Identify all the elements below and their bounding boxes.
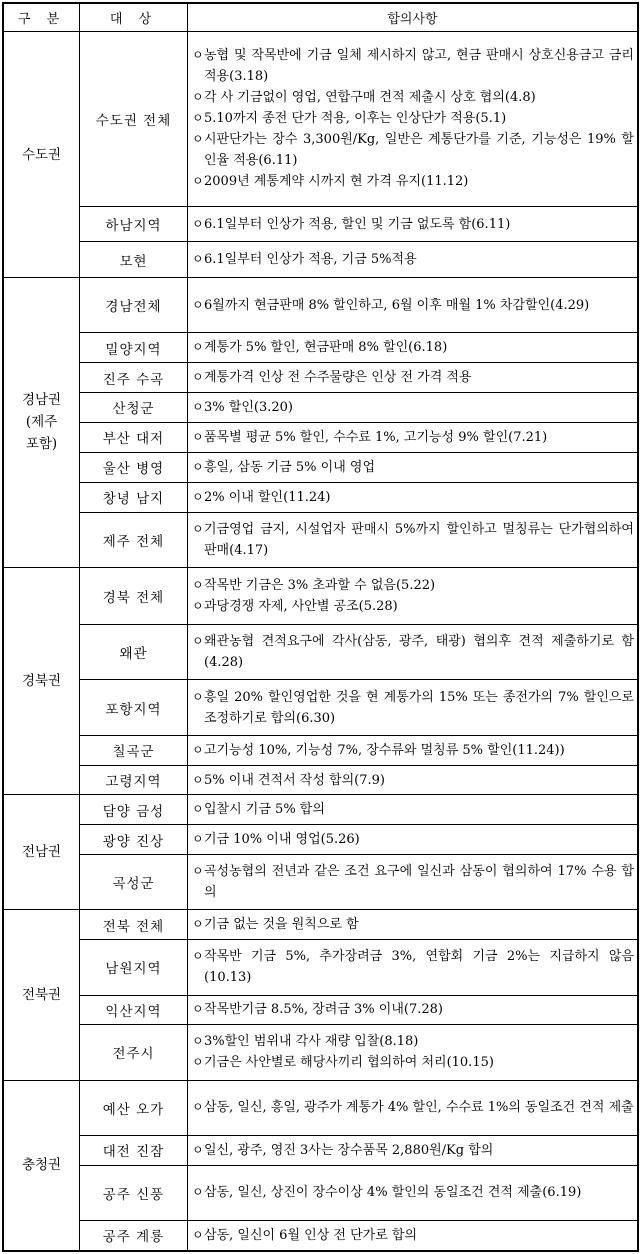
list-item [192,337,634,358]
details-cell [188,1080,638,1135]
list-item [192,129,634,171]
table-row [4,735,638,765]
item-text: 기금 없는 것을 원칙으로 함 [204,917,359,933]
list-item [192,87,634,108]
bullet-icon: ㅇ [192,459,204,474]
bullet-icon: ㅇ [192,917,204,932]
details-cell [188,680,638,735]
bullet-icon: ㅇ [192,521,204,536]
item-text: 입찰시 기금 5% 합의 [204,802,325,818]
item-text: 3% 할인(3.20) [204,399,293,415]
target-cell: 부산 대저 [80,422,188,452]
details-cell [188,825,638,855]
details-cell [188,242,638,278]
table-row [4,1165,638,1220]
list-item [192,1031,634,1052]
bullet-icon: ㅇ [192,340,204,355]
item-text: 6.1일부터 인상가 적용, 할인 및 기금 없도록 함(6.11) [204,216,511,232]
header-target: 대 상 [80,4,188,32]
bullet-icon: ㅇ [192,370,204,385]
table-row [4,242,638,278]
details-cell [188,1165,638,1220]
list-item [192,829,634,850]
target-cell: 경북 전체 [80,567,188,625]
bullet-icon: ㅇ [192,252,204,267]
table-row [4,422,638,452]
target-cell: 칠곡군 [80,735,188,765]
item-text: 과당경쟁 자제, 사안별 공조(5.28) [204,599,398,615]
table-row [4,910,638,940]
target-cell: 경남전체 [80,278,188,333]
item-text: 5.10까지 종전 단가 적용, 이후는 인상단가 적용(5.1) [204,111,507,127]
table-row [4,512,638,567]
target-cell: 울산 병영 [80,452,188,482]
bullet-icon: ㅇ [192,1055,204,1070]
item-text: 품목별 평균 5% 할인, 수수료 1%, 고기능성 9% 할인(7.21) [204,429,548,445]
target-cell: 진주 수곡 [80,363,188,393]
list-item [192,770,634,791]
details-cell [188,795,638,825]
details-cell [188,1025,638,1080]
target-cell: 곡성군 [80,855,188,910]
details-cell [188,1135,638,1165]
bullet-icon: ㅇ [192,297,204,312]
details-cell [188,482,638,512]
table-row [4,206,638,242]
item-text: 6.1일부터 인상가 적용, 기금 5%적용 [204,252,417,268]
item-text: 작목반기금 8.5%, 장려금 3% 이내(7.28) [204,1002,443,1018]
target-cell: 포항지역 [80,680,188,735]
bullet-icon: ㅇ [192,1034,204,1049]
item-text: 흥일 20% 할인영업한 것을 현 계통가의 15% 또는 종전가의 7% 할인으로 조정하기로 합의(6.30) [204,689,634,726]
details-cell [188,512,638,567]
target-cell: 공주 신풍 [80,1165,188,1220]
list-item [192,295,634,316]
header-region: 구 분 [4,4,80,32]
details-cell [188,735,638,765]
region-cell: 전남권 [4,795,80,910]
region-cell: 경남권 (제주 포함) [4,278,80,568]
bullet-icon: ㅇ [192,489,204,504]
item-text: 작목반 기금 5%, 추가장려금 3%, 연합회 기금 2%는 지급하지 않음(10.13) [204,949,634,986]
header-details: 합의사항 [188,4,638,32]
details-cell [188,765,638,795]
details-cell [188,567,638,625]
table-row [4,1135,638,1165]
item-text: 삼동, 일신, 흥일, 광주가 계통가 4% 할인, 수수료 1%의 동일조건 견적 제출 [204,1100,634,1116]
list-item [192,861,634,903]
list-item [192,427,634,448]
target-cell: 예산 오가 [80,1080,188,1135]
table-row [4,1220,638,1250]
details-cell [188,393,638,423]
bullet-icon: ㅇ [192,772,204,787]
list-item [192,631,634,673]
region-cell: 충청권 [4,1080,80,1250]
list-item [192,367,634,388]
bullet-icon: ㅇ [192,132,204,147]
list-item [192,1225,634,1246]
item-text: 고기능성 10%, 기능성 7%, 장수류와 멀칭류 5% 할인(11.24)) [204,742,565,758]
bullet-icon: ㅇ [192,1002,204,1017]
list-item [192,575,634,596]
target-cell: 담양 금성 [80,795,188,825]
item-text: 작목반 기금은 3% 초과할 수 없음(5.22) [204,578,436,594]
table-row [4,333,638,363]
bullet-icon: ㅇ [192,1100,204,1115]
item-text: 6월까지 현금판매 8% 할인하고, 6월 이후 매월 1% 차감할인(4.29) [204,297,590,313]
list-item [192,45,634,87]
table-row [4,567,638,625]
item-text: 왜관농협 견적요구에 각사(삼동, 광주, 태광) 협의후 견적 제출하기로 함(4.28) [204,634,634,671]
table-row [4,680,638,735]
item-text: 삼동, 일신, 상진이 장수이상 4% 할인의 동일조건 견적 제출(6.19) [204,1185,582,1201]
target-cell: 대전 진잠 [80,1135,188,1165]
table-row [4,625,638,680]
details-cell [188,422,638,452]
target-cell: 제주 전체 [80,512,188,567]
table-row [4,995,638,1025]
item-text: 계통가 5% 할인, 현금판매 8% 할인(6.18) [204,340,448,356]
list-item [192,946,634,988]
list-item [192,914,634,935]
region-cell: 경북권 [4,567,80,795]
agreement-document [2,2,639,1252]
list-item [192,799,634,820]
table-row [4,855,638,910]
item-text: 2% 이내 할인(11.24) [204,489,331,505]
table-row [4,825,638,855]
target-cell: 왜관 [80,625,188,680]
bullet-icon: ㅇ [192,832,204,847]
item-text: 각 사 기금없이 영업, 연합구매 견적 제출시 상호 협의(4.8) [204,90,536,106]
bullet-icon: ㅇ [192,949,204,964]
list-item [192,457,634,478]
table-row [4,32,638,207]
header-row [4,4,638,32]
item-text: 5% 이내 견적서 작성 합의(7.9) [204,772,385,788]
item-text: 삼동, 일신이 6월 인상 전 단가로 합의 [204,1227,418,1243]
target-cell: 공주 계룡 [80,1220,188,1250]
list-item [192,214,634,235]
list-item [192,397,634,418]
table-row [4,1025,638,1080]
list-item [192,487,634,508]
item-text: 기금은 사안별로 해당사끼리 협의하여 처리(10.15) [204,1055,494,1071]
target-cell: 광양 진상 [80,825,188,855]
bullet-icon: ㅇ [192,634,204,649]
details-cell [188,940,638,995]
bullet-icon: ㅇ [192,174,204,189]
list-item [192,1052,634,1073]
details-cell [188,625,638,680]
bullet-icon: ㅇ [192,599,204,614]
target-cell: 모현 [80,242,188,278]
bullet-icon: ㅇ [192,578,204,593]
table-row [4,452,638,482]
target-cell: 익산지역 [80,995,188,1025]
list-item [192,171,634,192]
target-cell: 밀양지역 [80,333,188,363]
list-item [192,687,634,729]
bullet-icon: ㅇ [192,742,204,757]
item-text: 농협 및 작목반에 기금 일체 제시하지 않고, 현금 판매시 상호신용금고 금리 적용(3.18) [204,48,634,85]
region-cell: 수도권 [4,32,80,278]
item-text: 흥일, 삼동 기금 5% 이내 영업 [204,459,375,475]
details-cell [188,1220,638,1250]
list-item [192,1140,634,1161]
list-item [192,108,634,129]
target-cell: 하남지역 [80,206,188,242]
item-text: 기금영업 금지, 시설업자 판매시 5%까지 할인하고 멀칭류는 단가협의하여 판매(4.17) [204,521,634,558]
item-text: 3%할인 범위내 각사 재량 입찰(8.18) [204,1034,419,1050]
target-cell: 수도권 전체 [80,32,188,207]
details-cell [188,855,638,910]
table-row [4,482,638,512]
details-cell [188,278,638,333]
item-text: 시판단가는 장수 3,300원/Kg, 일반은 계통단가를 기준, 기능성은 19% 할인율 적용(6.11) [204,132,634,169]
list-item [192,1182,634,1203]
bullet-icon: ㅇ [192,429,204,444]
item-text: 곡성농협의 전년과 같은 조건 요구에 일신과 삼동이 협의하여 17% 수용 합의 [204,864,634,901]
table-row [4,1080,638,1135]
list-item [192,1097,634,1118]
list-item [192,519,634,561]
table-row [4,795,638,825]
table-row [4,363,638,393]
table-row [4,278,638,333]
list-item [192,596,634,617]
target-cell: 창녕 남지 [80,482,188,512]
target-cell: 전주시 [80,1025,188,1080]
item-text: 2009년 계통계약 시까지 현 가격 유지(11.12) [204,174,469,190]
item-text: 기금 10% 이내 영업(5.26) [204,832,360,848]
bullet-icon: ㅇ [192,1142,204,1157]
bullet-icon: ㅇ [192,216,204,231]
target-cell: 전북 전체 [80,910,188,940]
target-cell: 고령지역 [80,765,188,795]
table-row [4,393,638,423]
details-cell [188,995,638,1025]
target-cell: 산청군 [80,393,188,423]
bullet-icon: ㅇ [192,689,204,704]
list-item [192,249,634,270]
list-item [192,999,634,1020]
bullet-icon: ㅇ [192,48,204,63]
agreement-table [3,3,638,1251]
details-cell [188,910,638,940]
details-cell [188,206,638,242]
bullet-icon: ㅇ [192,1227,204,1242]
bullet-icon: ㅇ [192,864,204,879]
details-cell [188,333,638,363]
details-cell [188,32,638,207]
list-item [192,740,634,761]
item-text: 일신, 광주, 영진 3사는 장수품목 2,880원/Kg 합의 [204,1142,494,1158]
item-text: 계통가격 인상 전 수주물량은 인상 전 가격 적용 [204,370,472,386]
target-cell: 남원지역 [80,940,188,995]
bullet-icon: ㅇ [192,1185,204,1200]
bullet-icon: ㅇ [192,90,204,105]
bullet-icon: ㅇ [192,111,204,126]
bullet-icon: ㅇ [192,802,204,817]
details-cell [188,452,638,482]
table-row [4,940,638,995]
region-cell: 전북권 [4,910,80,1080]
details-cell [188,363,638,393]
table-row [4,765,638,795]
bullet-icon: ㅇ [192,399,204,414]
